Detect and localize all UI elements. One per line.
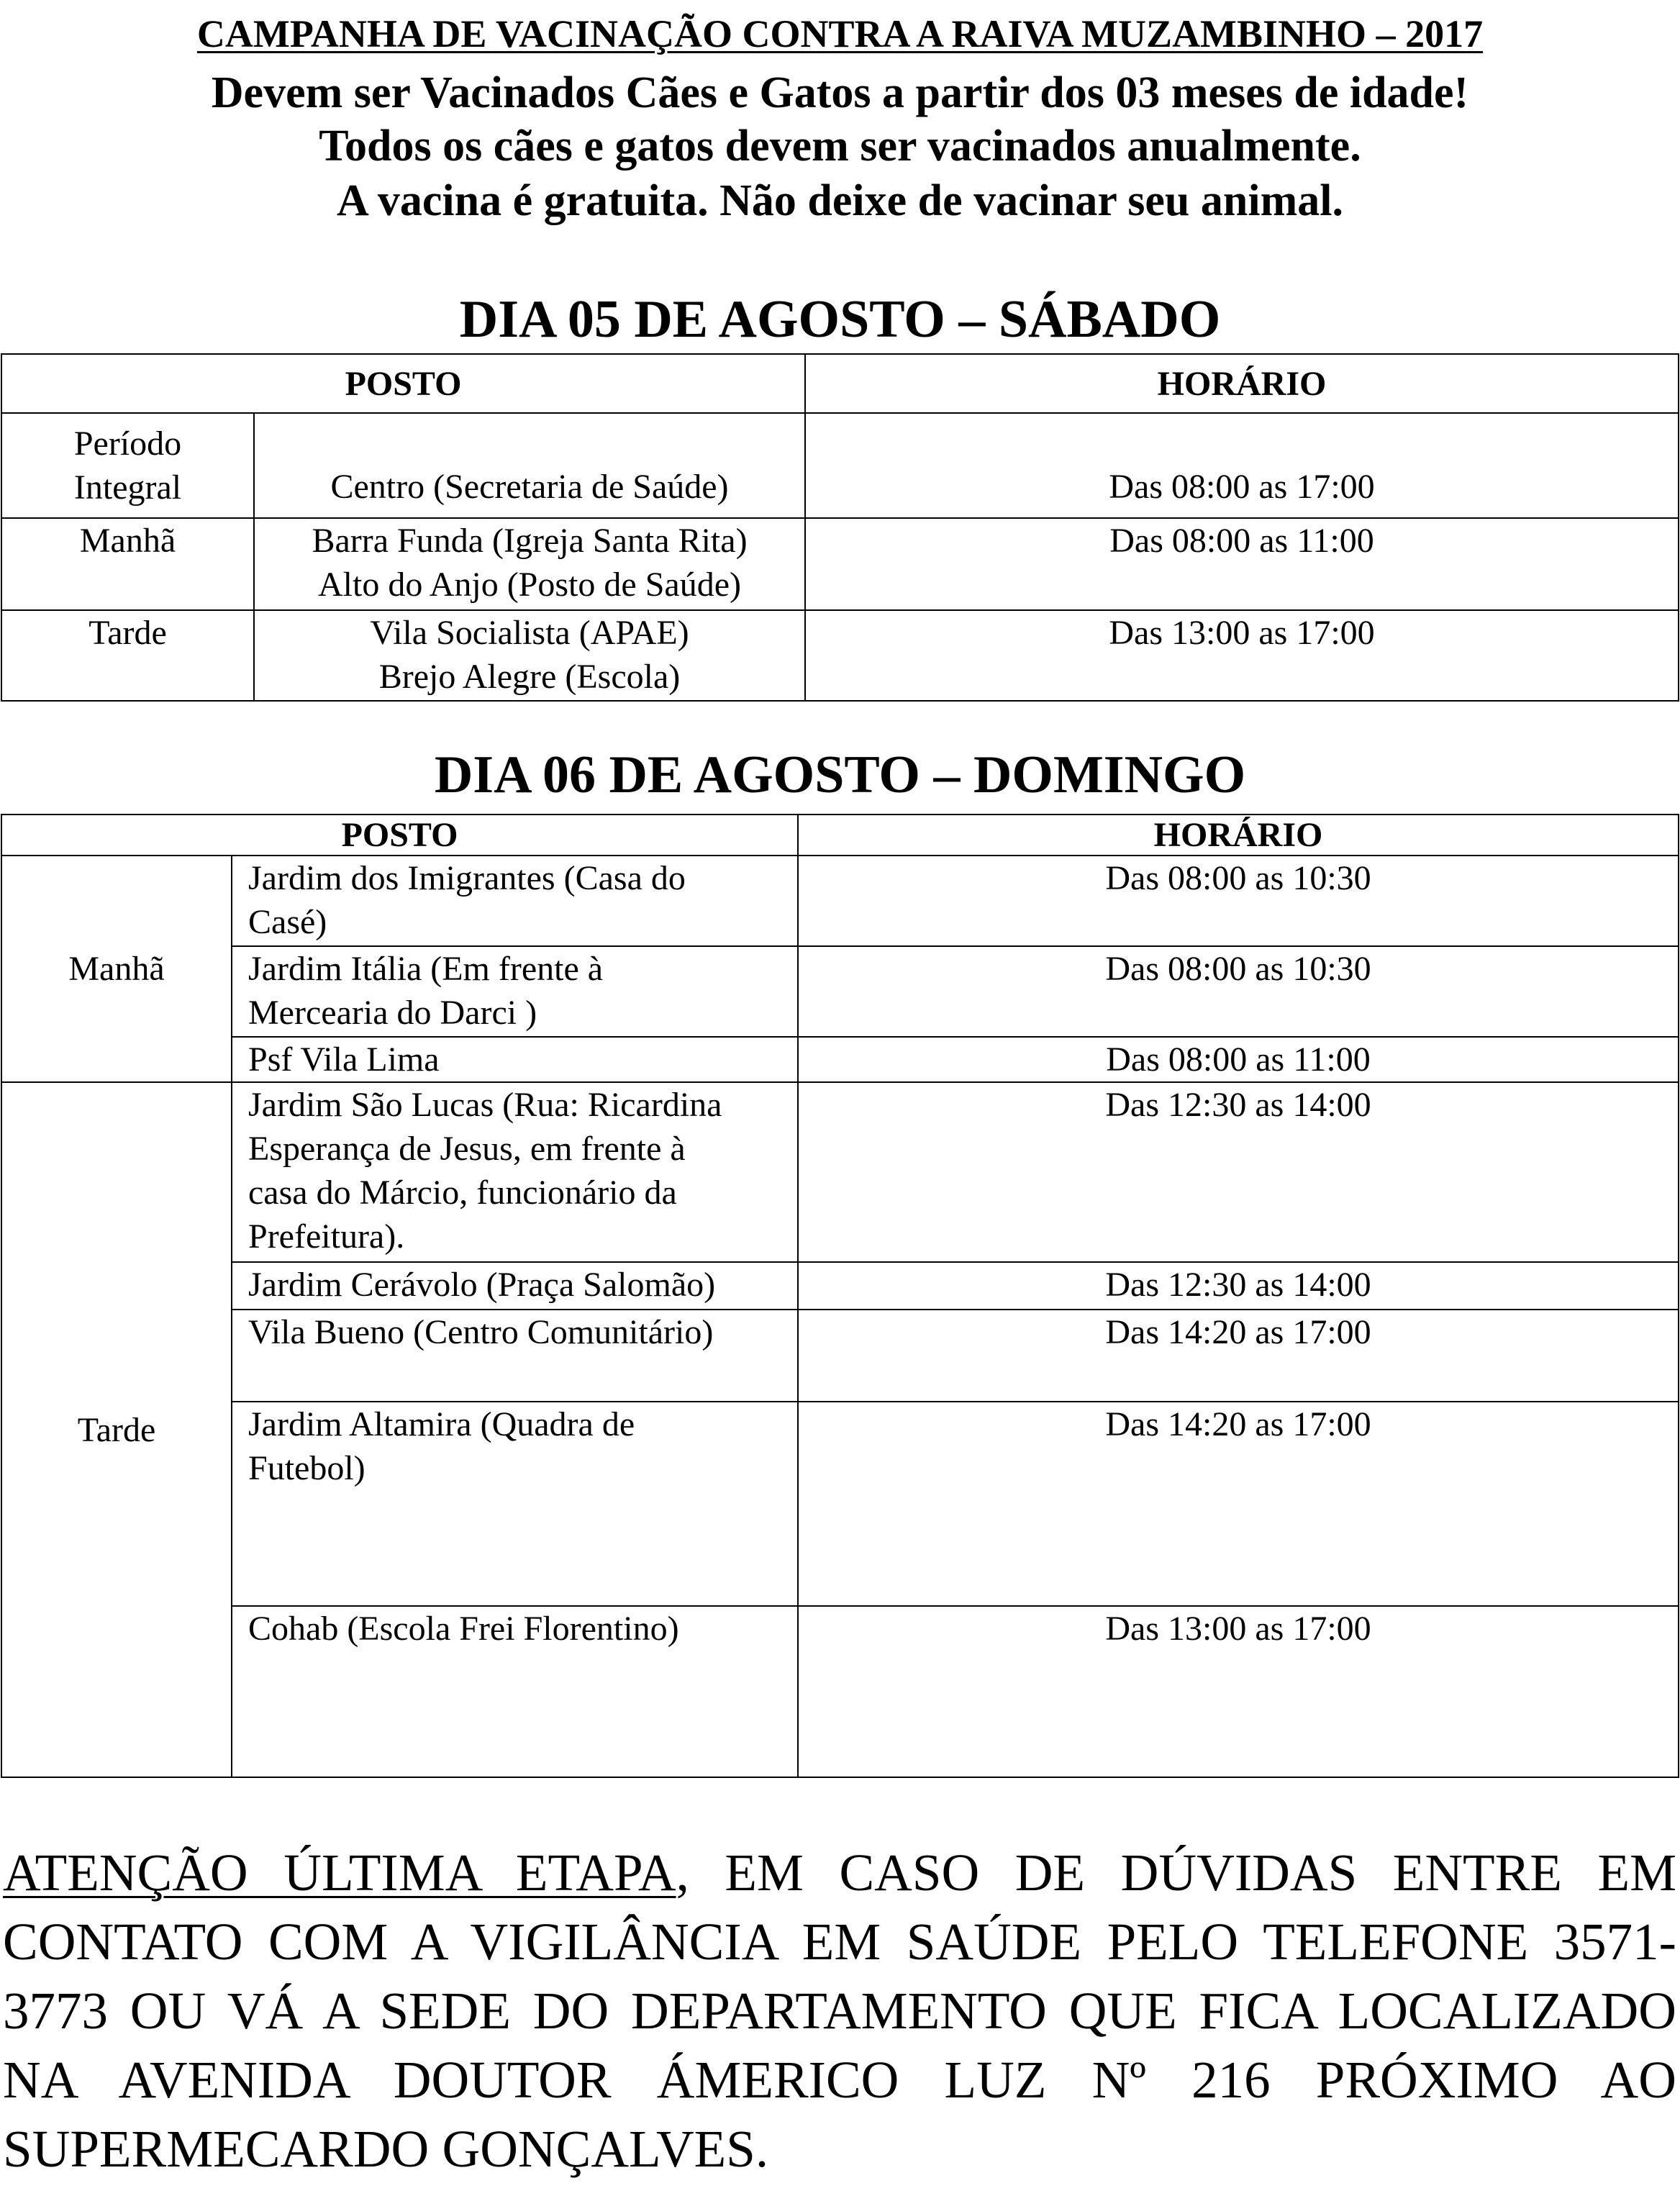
horario-cell (798, 1262, 1679, 1310)
posto-label: Jardim São Lucas (Rua: Ricardina (248, 1086, 722, 1124)
horario-label: Das 13:00 as 17:00 (1109, 614, 1375, 652)
period-label: Integral (73, 468, 182, 507)
table-row (1, 1037, 1679, 1082)
posto-cell (232, 1402, 798, 1606)
notice-text: , EM CASO DE DÚVIDAS ENTRE EM CONTATO COM A VIGILÂNCIA EM SAÚDE PELO TELEFONE 3571-3773 OU VÁ A SEDE DO DEPARTAMENTO QUE FICA LOCALIZADO NA AVENIDA DOUTOR ÁMERICO LUZ Nº 216 PRÓXIMO AO SUPERMECARDO GONÇALVES. (3, 1843, 1677, 2178)
posto-label: casa do Márcio, funcionário da (248, 1174, 677, 1212)
period-cell (1, 1082, 232, 1777)
table-row (1, 1310, 1679, 1402)
horario-label: Das 08:00 as 17:00 (1109, 468, 1375, 506)
posto-cell (232, 1310, 798, 1402)
subtitle-line-2: Todos os cães e gatos devem ser vacinados anualmente. (319, 122, 1361, 171)
horario-cell (798, 1310, 1679, 1402)
notice-paragraph (3, 1838, 1676, 2184)
notice-underlined: ATENÇÃO ÚLTIMA ETAPA (3, 1843, 676, 1902)
day2-schedule-table (1, 814, 1679, 1778)
period-cell (1, 518, 254, 610)
horario-label: Das 08:00 as 10:30 (1105, 950, 1371, 988)
table-row (1, 1262, 1679, 1310)
posto-label: Centro (Secretaria de Saúde) (330, 468, 729, 506)
horario-label: Das 08:00 as 11:00 (1109, 522, 1374, 560)
horario-label: Das 12:30 as 14:00 (1105, 1086, 1371, 1124)
posto-cell (232, 1037, 798, 1082)
table-row (1, 518, 1679, 610)
day1-title: DIA 05 DE AGOSTO – SÁBADO (459, 290, 1221, 349)
horario-cell (798, 1606, 1679, 1777)
horario-label: Das 08:00 as 11:00 (1106, 1040, 1371, 1079)
posto-label: Esperança de Jesus, em frente à (248, 1130, 686, 1168)
period-label: Manhã (79, 522, 176, 560)
posto-label: Barra Funda (Igreja Santa Rita) (312, 522, 748, 560)
period-label: Tarde (88, 614, 167, 652)
horario-label: Das 08:00 as 10:30 (1105, 859, 1371, 897)
posto-label: Vila Bueno (Centro Comunitário) (248, 1313, 714, 1351)
posto-label: Jardim dos Imigrantes (Casa do (248, 859, 686, 897)
posto-label: Jardim Altamira (Quadra de (248, 1405, 635, 1443)
posto-cell (232, 946, 798, 1037)
posto-label: Mercearia do Darci ) (248, 994, 537, 1032)
posto-label: Brejo Alegre (Escola) (378, 658, 681, 696)
table-row (1, 413, 1679, 518)
table-header-row (1, 354, 1679, 413)
table-row (1, 1082, 1679, 1262)
horario-cell (805, 518, 1679, 610)
posto-label: Casé) (248, 903, 327, 941)
subtitle-line-3: A vacina é gratuita. Não deixe de vacinar seu animal. (337, 176, 1343, 225)
column-header-posto: POSTO (1, 815, 798, 856)
table-row (1, 1606, 1679, 1777)
posto-label: Futebol) (248, 1449, 365, 1487)
horario-cell (798, 946, 1679, 1037)
table-row (1, 1402, 1679, 1606)
horario-label: Das 12:30 as 14:00 (1105, 1266, 1371, 1304)
period-label: Tarde (77, 1410, 156, 1449)
posto-cell (254, 518, 805, 610)
posto-cell (232, 1262, 798, 1310)
horario-cell (798, 856, 1679, 946)
posto-label: Jardim Cerávolo (Praça Salomão) (248, 1266, 716, 1304)
column-header-horario: HORÁRIO (798, 815, 1679, 856)
period-cell (1, 610, 254, 701)
posto-label: Alto do Anjo (Posto de Saúde) (318, 566, 741, 604)
column-header-posto: POSTO (1, 354, 805, 413)
horario-cell (805, 610, 1679, 701)
posto-cell (232, 856, 798, 946)
posto-cell (254, 610, 805, 701)
posto-label: Psf Vila Lima (248, 1040, 440, 1079)
column-header-horario: HORÁRIO (805, 354, 1679, 413)
horario-label: Das 14:20 as 17:00 (1105, 1313, 1371, 1351)
day1-schedule-table (1, 353, 1679, 702)
table-row (1, 610, 1679, 701)
subtitle-line-1: Devem ser Vacinados Cães e Gatos a partir dos 03 meses de idade! (211, 68, 1469, 117)
period-label: Manhã (68, 950, 165, 988)
table-row (1, 856, 1679, 946)
horario-label: Das 14:20 as 17:00 (1105, 1405, 1371, 1443)
period-label: Período (73, 425, 182, 463)
posto-label: Vila Socialista (APAE) (370, 614, 689, 652)
table-header-row (1, 815, 1679, 856)
posto-label: Jardim Itália (Em frente à (248, 950, 604, 988)
day2-title: DIA 06 DE AGOSTO – DOMINGO (434, 745, 1246, 804)
campaign-title: CAMPANHA DE VACINAÇÃO CONTRA A RAIVA MUZAMBINHO – 2017 (196, 12, 1484, 55)
posto-cell (232, 1606, 798, 1777)
table-row (1, 946, 1679, 1037)
horario-cell (798, 1037, 1679, 1082)
posto-label: Cohab (Escola Frei Florentino) (248, 1610, 679, 1648)
horario-cell (805, 413, 1679, 518)
horario-cell (798, 1082, 1679, 1262)
horario-cell (798, 1402, 1679, 1606)
posto-cell (254, 413, 805, 518)
horario-label: Das 13:00 as 17:00 (1105, 1610, 1371, 1648)
posto-label: Prefeitura). (248, 1217, 405, 1256)
posto-cell (232, 1082, 798, 1262)
period-cell (1, 856, 232, 1082)
period-cell (1, 413, 254, 518)
